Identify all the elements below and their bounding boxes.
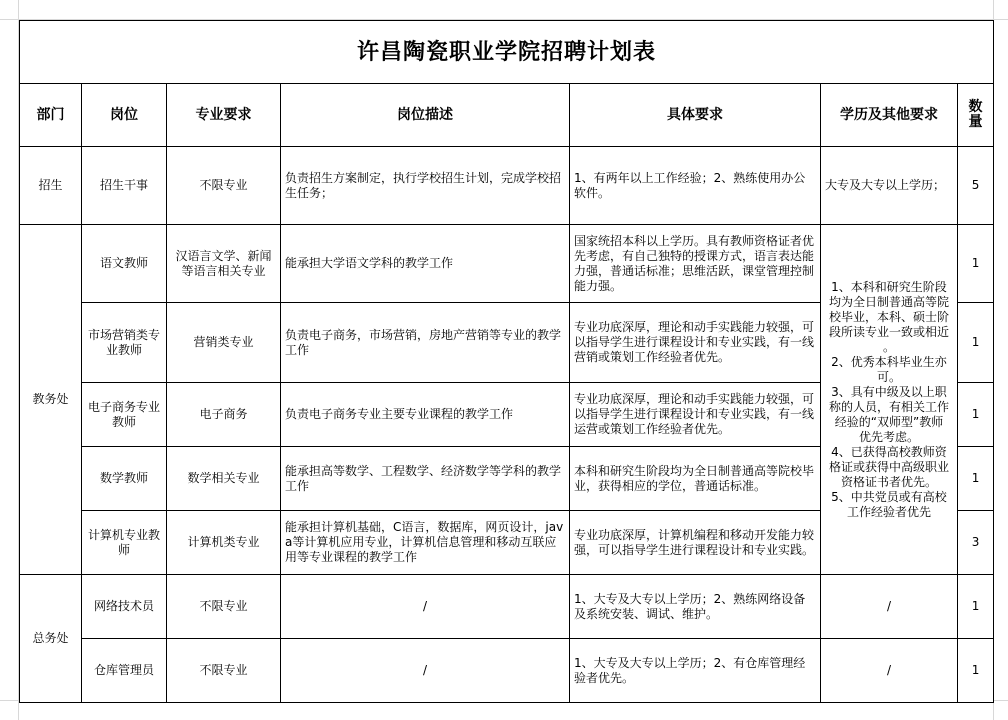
major-cell: 数学相关专业: [167, 447, 281, 511]
edu-cell: /: [821, 639, 958, 703]
major-cell: 营销类专业: [167, 303, 281, 383]
table-row: [20, 147, 994, 225]
header-row: [20, 84, 994, 147]
num-cell: 1: [958, 639, 994, 703]
post-cell: 语文教师: [82, 225, 167, 303]
table-row: [20, 575, 994, 639]
desc-cell: 负责招生方案制定，执行学校招生计划，完成学校招生任务；: [281, 147, 570, 225]
edu-requirement-line: 3、具有中级及以上职: [831, 384, 947, 399]
num-cell: 5: [958, 147, 994, 225]
post-cell: 网络技术员: [82, 575, 167, 639]
edu-requirement-line: 段所读专业一致或相近: [828, 324, 949, 339]
post-cell: 市场营销类专业教师: [82, 303, 167, 383]
req-cell: 专业功底深厚，计算机编程和移动开发能力较强，可以指导学生进行课程设计和专业实践。: [570, 511, 821, 575]
dept-cell-teaching: 教务处: [20, 225, 82, 575]
edu-cell: /: [821, 575, 958, 639]
req-cell: 国家统招本科以上学历。具有教师资格证者优先考虑，有自己独特的授课方式，语言表达能力强，普通话标准；思维活跃，课堂管理控制能力强。: [570, 225, 821, 303]
num-cell: 1: [958, 447, 994, 511]
edu-cell-teaching: [821, 225, 958, 575]
num-cell: 1: [958, 225, 994, 303]
num-cell: 3: [958, 511, 994, 575]
desc-cell: 负责电子商务，市场营销，房地产营销等专业的教学工作: [281, 303, 570, 383]
desc-cell: /: [281, 575, 570, 639]
page-title: 许昌陶瓷职业学院招聘计划表: [20, 21, 994, 84]
recruitment-table: [19, 20, 994, 703]
header-post: 岗位: [82, 84, 167, 147]
header-num: 数量: [958, 84, 994, 147]
post-cell: 计算机专业教师: [82, 511, 167, 575]
major-cell: 不限专业: [167, 575, 281, 639]
header-edu: 学历及其他要求: [821, 84, 958, 147]
req-cell: 本科和研究生阶段均为全日制普通高等院校毕业，获得相应的学位，普通话标准。: [570, 447, 821, 511]
desc-cell: 负责电子商务专业主要专业课程的教学工作: [281, 383, 570, 447]
edu-requirement-line: 经验的“双师型”教师: [834, 414, 944, 429]
major-cell: 电子商务: [167, 383, 281, 447]
edu-requirement-line: 称的人员，有相关工作: [828, 399, 949, 414]
edu-requirement-line: 2、优秀本科毕业生亦: [831, 354, 947, 369]
dept-cell: 招生: [20, 147, 82, 225]
edu-requirement-line: 校毕业，本科、硕士阶: [828, 309, 949, 324]
post-cell: 电子商务专业教师: [82, 383, 167, 447]
num-cell: 1: [958, 303, 994, 383]
header-req: 具体要求: [570, 84, 821, 147]
dept-cell: 总务处: [20, 575, 82, 703]
edu-requirement-line: 资格证书者优先。: [840, 474, 937, 489]
desc-cell: /: [281, 639, 570, 703]
desc-cell: 能承担大学语文学科的教学工作: [281, 225, 570, 303]
edu-requirement-line: 工作经验者优先: [846, 504, 931, 519]
header-dept: 部门: [20, 84, 82, 147]
req-cell: 专业功底深厚，理论和动手实践能力较强，可以指导学生进行课程设计和专业实践，有一线营销或策划工作经验者优先。: [570, 303, 821, 383]
post-cell: 数学教师: [82, 447, 167, 511]
header-desc: 岗位描述: [281, 84, 570, 147]
edu-requirement-line: 可。: [876, 369, 901, 384]
edu-requirements-list: [823, 280, 955, 520]
major-cell: 汉语言文学、新闻等语言相关专业: [167, 225, 281, 303]
req-cell: 1、大专及大专以上学历；2、有仓库管理经验者优先。: [570, 639, 821, 703]
post-cell: 仓库管理员: [82, 639, 167, 703]
post-cell: 招生干事: [82, 147, 167, 225]
edu-requirement-line: 4、已获得高校教师资: [831, 444, 947, 459]
edu-requirement-line: 1、本科和研究生阶段: [831, 279, 947, 294]
req-cell: 1、有两年以上工作经验；2、熟练使用办公软件。: [570, 147, 821, 225]
edu-requirement-line: 优先考虑。: [858, 429, 919, 444]
edu-cell: 大专及大专以上学历；: [821, 147, 958, 225]
edu-requirement-line: 5、中共党员或有高校: [831, 489, 947, 504]
edu-requirement-line: 。: [882, 339, 895, 354]
req-cell: 专业功底深厚，理论和动手实践能力较强，可以指导学生进行课程设计和专业实践，有一线运营或策划工作经验者优先。: [570, 383, 821, 447]
desc-cell: 能承担计算机基础，C语言，数据库，网页设计，java等计算机应用专业，计算机信息管理和移动互联应用等专业课程的教学工作: [281, 511, 570, 575]
major-cell: 不限专业: [167, 639, 281, 703]
major-cell: 计算机类专业: [167, 511, 281, 575]
header-major: 专业要求: [167, 84, 281, 147]
req-cell: 1、大专及大专以上学历；2、熟练网络设备及系统安装、调试、维护。: [570, 575, 821, 639]
num-cell: 1: [958, 383, 994, 447]
major-cell: 不限专业: [167, 147, 281, 225]
table-row: [20, 639, 994, 703]
num-cell: 1: [958, 575, 994, 639]
desc-cell: 能承担高等数学、工程数学、经济数学等学科的教学工作: [281, 447, 570, 511]
edu-requirement-line: 格证或获得中高级职业: [828, 459, 949, 474]
edu-requirement-line: 均为全日制普通高等院: [828, 294, 949, 309]
table-row: [20, 225, 994, 303]
